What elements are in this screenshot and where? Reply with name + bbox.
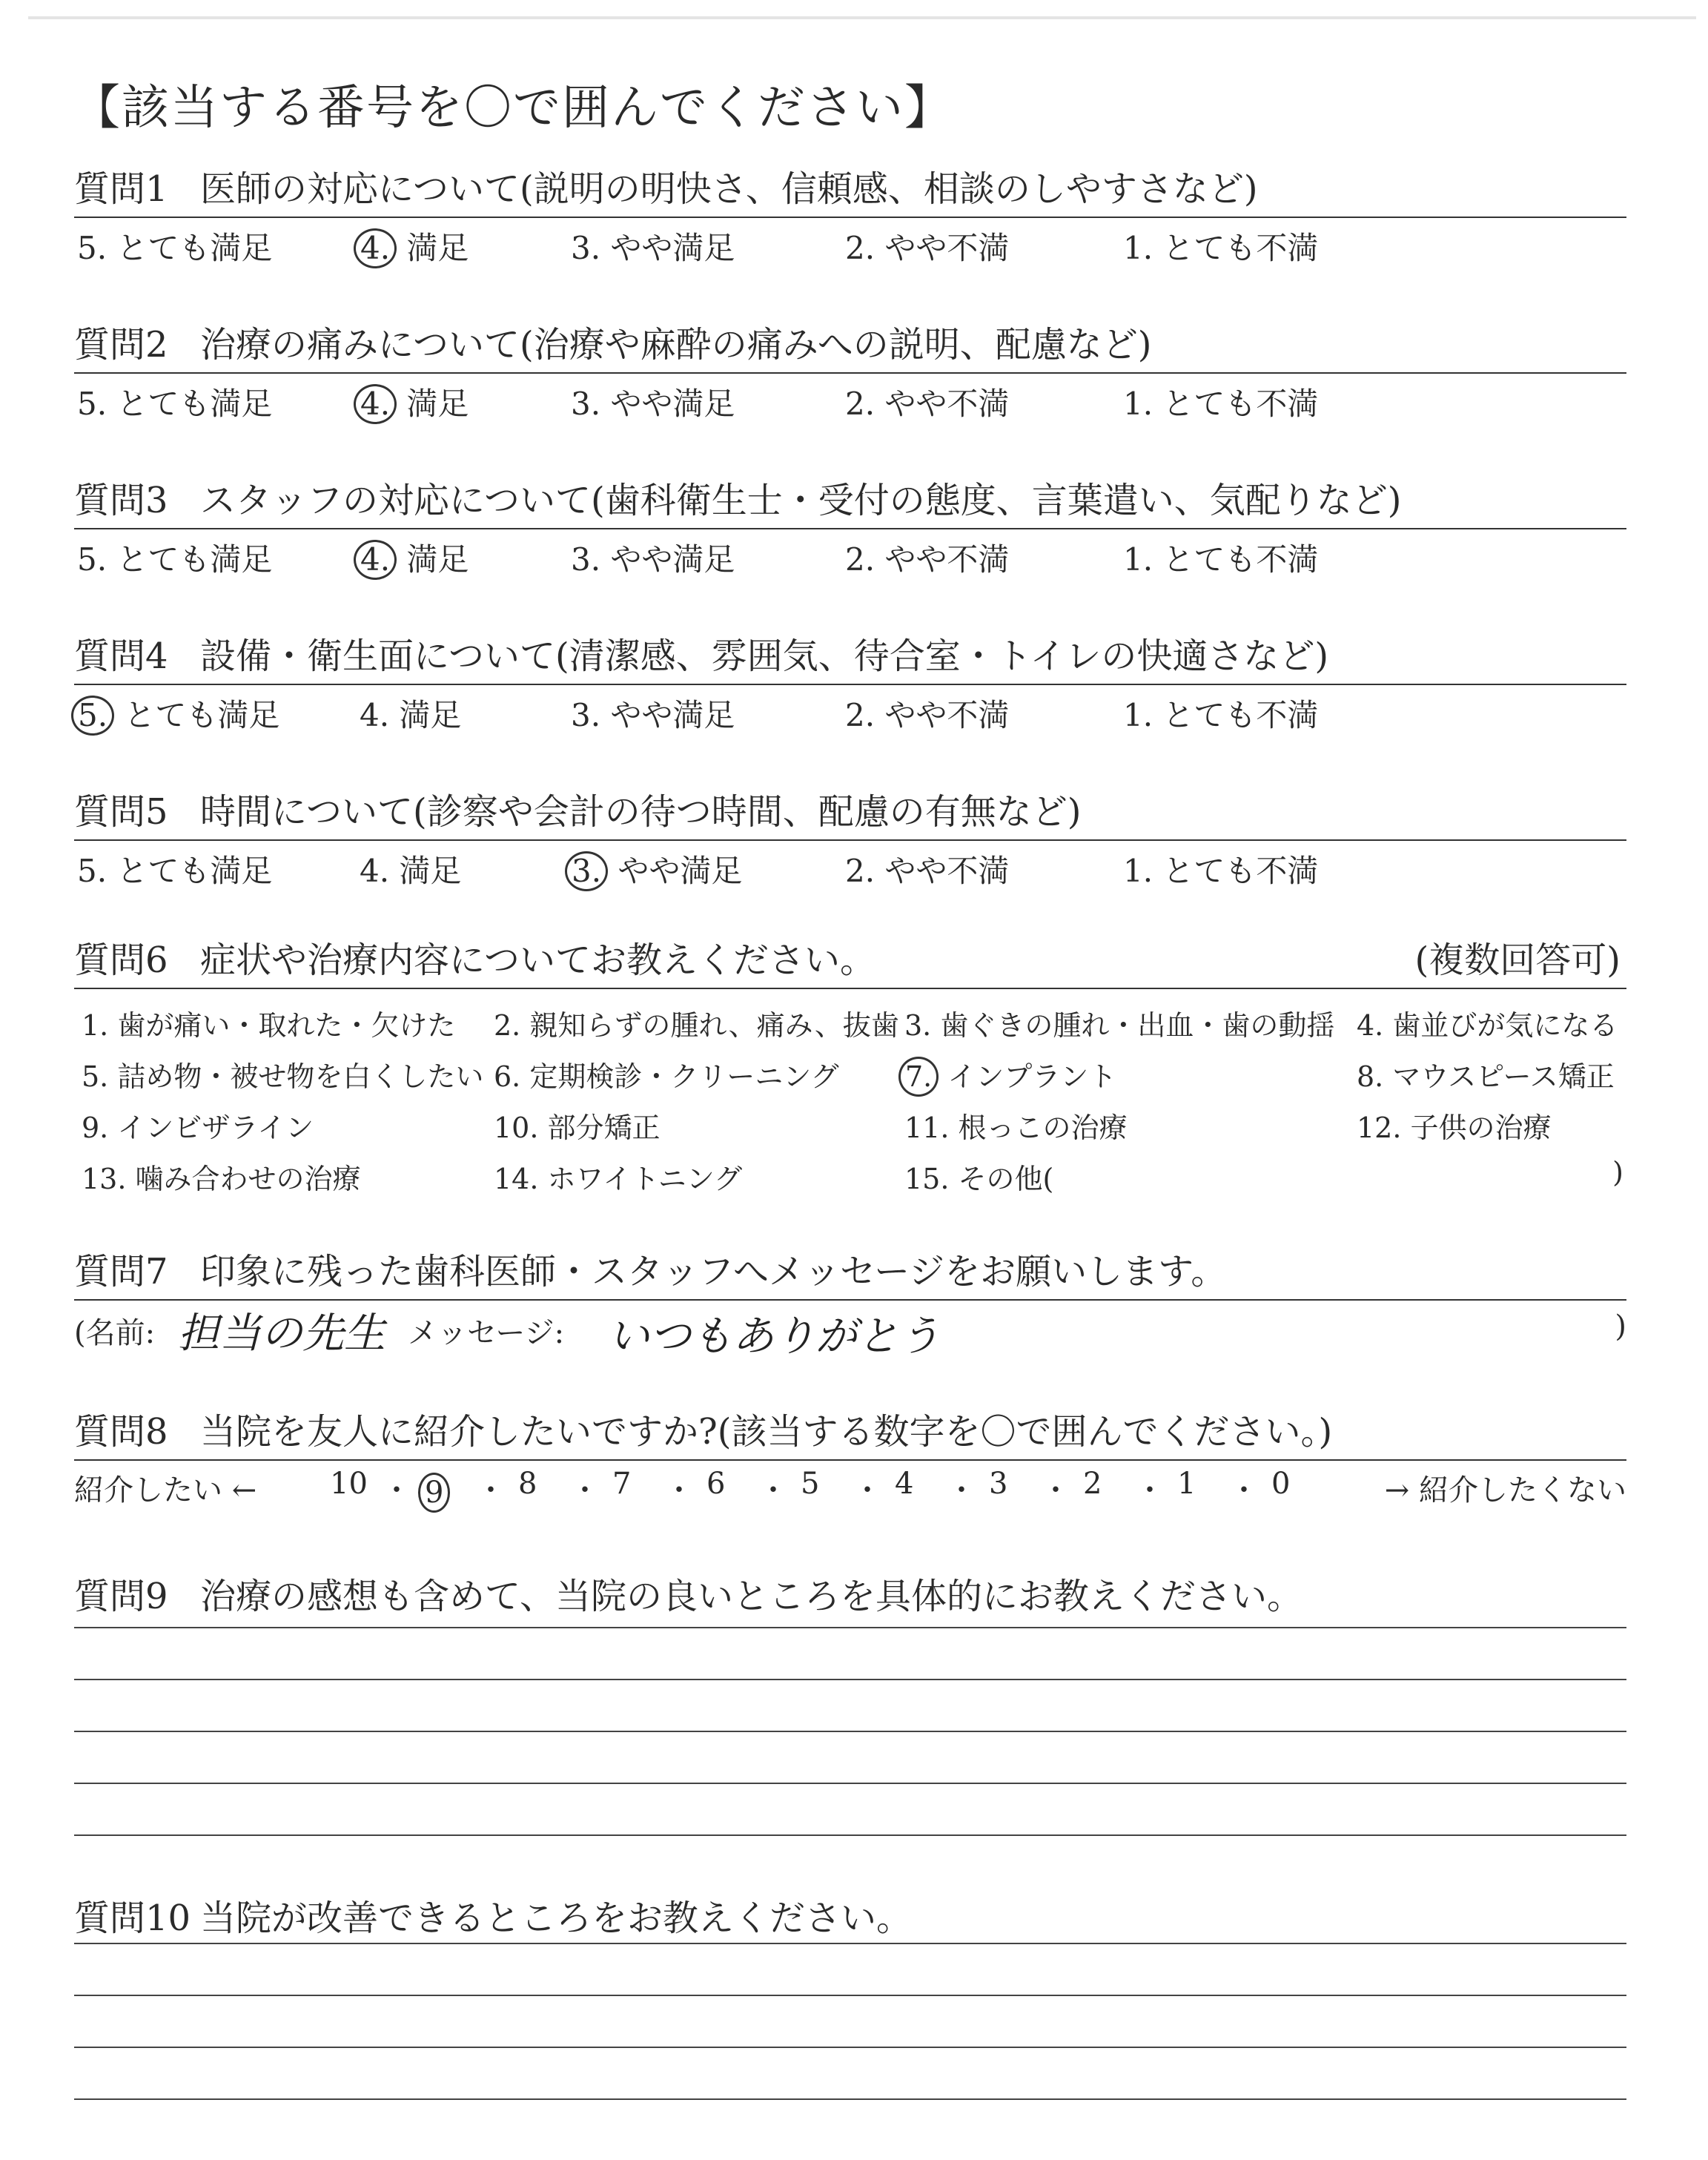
option-4[interactable]: 4. 満足 [360,380,469,424]
question-7 [74,1247,1626,1360]
question-text: 治療の痛みについて(治療や麻酔の痛みへの説明、配慮など) [200,324,1152,366]
message-handwritten[interactable]: いつもありがとう [608,1312,940,1361]
multiple-answer-note: (複数回答可) [1414,939,1621,981]
question-text: スタッフの対応について(歯科衛生士・受付の態度、言葉遣い、気配りなど) [200,480,1402,521]
question-text: 当院を友人に紹介したいですか?(該当する数字を〇で囲んでください。) [200,1411,1333,1453]
top-edge [28,16,1696,19]
question-number: 質問4 [74,635,168,677]
question-number: 質問9 [74,1576,168,1617]
question-5 [74,787,1626,888]
scale-value-0[interactable]: 0 [1271,1467,1291,1501]
option-1[interactable]: 1. とても不満 [1123,230,1319,266]
question-2 [74,320,1626,421]
option-2[interactable]: 2. やや不満 [845,697,1010,733]
option-2[interactable]: 2. やや不満 [845,230,1010,266]
close-paren: ) [1615,1309,1626,1344]
treatment-option[interactable]: 2. 親知らずの腫れ、痛み、抜歯 [494,1009,899,1042]
treatment-option[interactable]: 4. 歯並びが気になる [1357,1009,1618,1042]
option-3[interactable]: 3. やや満足 [571,847,742,891]
option-5[interactable]: 5. とても満足 [77,230,273,266]
option-1[interactable]: 1. とても不満 [1123,853,1319,889]
treatment-option[interactable]: 14. ホワイトニング [494,1163,743,1195]
option-4[interactable]: 4. 満足 [360,853,462,889]
treatment-option[interactable]: 10. 部分矯正 [494,1112,661,1144]
answer-lines-9[interactable] [74,1627,1626,1886]
option-2[interactable]: 2. やや不満 [845,853,1010,889]
question-text: 当院が改善できるところをお教えください。 [200,1898,913,1939]
question-text: 印象に残った歯科医師・スタッフへメッセージをお願いします。 [200,1251,1227,1292]
question-text: 症状や治療内容についてお教えください。 [200,939,876,981]
rating-options [74,685,1626,733]
treatment-option[interactable]: 13. 噛み合わせの治療 [82,1163,361,1195]
question-number: 質問2 [74,324,168,366]
form-header: 【該当する番号を〇で囲んでください】 [73,81,953,136]
scale-dot: ・ [947,1473,976,1507]
question-number: 質問1 [74,168,168,210]
option-5[interactable]: 5. とても満足 [77,691,279,736]
scale-right-label: → 紹介したくない [1384,1473,1626,1507]
treatment-option[interactable]: 11. 根っこの治療 [904,1112,1128,1144]
scale-dot: ・ [1229,1473,1259,1507]
question-text: 時間について(診察や会計の待つ時間、配慮の有無など) [200,791,1082,833]
answer-lines-10[interactable] [74,1943,1626,2150]
rating-options [74,218,1626,265]
treatment-option[interactable]: 8. マウスピース矯正 [1357,1060,1615,1093]
scale-value-7[interactable]: 7 [612,1467,632,1501]
treatment-options [74,994,1626,1201]
scale-dot: ・ [476,1473,506,1507]
scale-dot: ・ [1135,1473,1165,1507]
scale-value-8[interactable]: 8 [518,1467,537,1501]
scale-dot: ・ [664,1473,694,1507]
treatment-option[interactable]: 6. 定期検診・クリーニング [494,1060,839,1093]
option-3[interactable]: 3. やや満足 [571,541,735,578]
selected-circle: 7. [898,1057,939,1097]
recommend-scale [74,1461,1626,1513]
message-row [74,1301,1626,1360]
selected-circle: 5. [71,696,114,736]
treatment-option[interactable]: 3. 歯ぐきの腫れ・出血・歯の動揺 [904,1009,1335,1042]
option-4[interactable]: 4. 満足 [360,697,462,733]
treatment-option[interactable]: 9. インビザライン [82,1112,314,1144]
rating-options [74,841,1626,888]
option-5[interactable]: 5. とても満足 [77,541,273,578]
question-text: 医師の対応について(説明の明快さ、信頼感、相談のしやすさなど) [200,168,1258,210]
treatment-option: ) [1612,1156,1623,1189]
scale-dot: ・ [570,1473,600,1507]
option-1[interactable]: 1. とても不満 [1123,541,1319,578]
scale-dot: ・ [758,1473,788,1507]
option-1[interactable]: 1. とても不満 [1123,697,1319,733]
question-number: 質問3 [74,480,168,521]
question-number: 質問8 [74,1411,168,1453]
question-6 [74,936,1626,1201]
treatment-option[interactable]: 5. 詰め物・被せ物を白くしたい [82,1060,484,1093]
option-5[interactable]: 5. とても満足 [77,853,273,889]
scale-value-1[interactable]: 1 [1177,1467,1196,1501]
option-4[interactable]: 4. 満足 [360,224,469,268]
option-4[interactable]: 4. 満足 [360,535,469,580]
rating-options [74,374,1626,421]
option-3[interactable]: 3. やや満足 [571,230,735,266]
option-5[interactable]: 5. とても満足 [77,386,273,422]
question-text: 設備・衛生面について(清潔感、雰囲気、待合室・トイレの快適さなど) [200,635,1329,677]
question-number: 質問5 [74,791,168,833]
question-text: 治療の感想も含めて、当院の良いところを具体的にお教えください。 [200,1576,1303,1617]
scale-value-4[interactable]: 4 [895,1467,914,1501]
rating-options [74,529,1626,577]
message-label: メッセージ: [408,1316,565,1350]
treatment-option[interactable]: 12. 子供の治療 [1357,1112,1552,1144]
treatment-option[interactable]: 7. インプラント [904,1054,1116,1097]
selected-circle: 4. [354,228,397,268]
question-4 [74,632,1626,733]
treatment-option[interactable]: 1. 歯が痛い・取れた・欠けた [82,1009,456,1042]
name-handwritten[interactable]: 担当の先生 [178,1309,385,1358]
scale-left-label: 紹介したい ← [74,1473,257,1507]
scale-dot: ・ [382,1473,411,1507]
question-8 [74,1407,1626,1513]
question-number: 質問10 [74,1898,191,1939]
scale-value-6[interactable]: 6 [706,1467,726,1501]
divider [74,988,1626,989]
selected-circle: 3. [565,851,608,891]
scale-value-5[interactable]: 5 [801,1467,820,1501]
question-number: 質問6 [74,939,168,981]
scale-value-2[interactable]: 2 [1083,1467,1102,1501]
question-10 [74,1894,1626,1943]
option-1[interactable]: 1. とても不満 [1123,386,1319,422]
scale-value-10[interactable]: 10 [330,1467,368,1501]
option-2[interactable]: 2. やや不満 [845,386,1010,422]
question-3 [74,476,1626,577]
selected-circle: 4. [354,384,397,424]
scale-dot: ・ [853,1473,882,1507]
selected-circle: 4. [354,540,397,580]
treatment-option[interactable]: 15. その他( [904,1163,1054,1195]
scale-dot: ・ [1041,1473,1070,1507]
option-2[interactable]: 2. やや不満 [845,541,1010,578]
question-1 [74,165,1626,265]
question-number: 質問7 [74,1251,168,1292]
option-3[interactable]: 3. やや満足 [571,697,735,733]
option-3[interactable]: 3. やや満足 [571,386,735,422]
name-label: (名前: [74,1316,156,1350]
selected-circle: 9 [418,1473,450,1513]
question-9 [74,1572,1626,1621]
scale-value-3[interactable]: 3 [989,1467,1008,1501]
